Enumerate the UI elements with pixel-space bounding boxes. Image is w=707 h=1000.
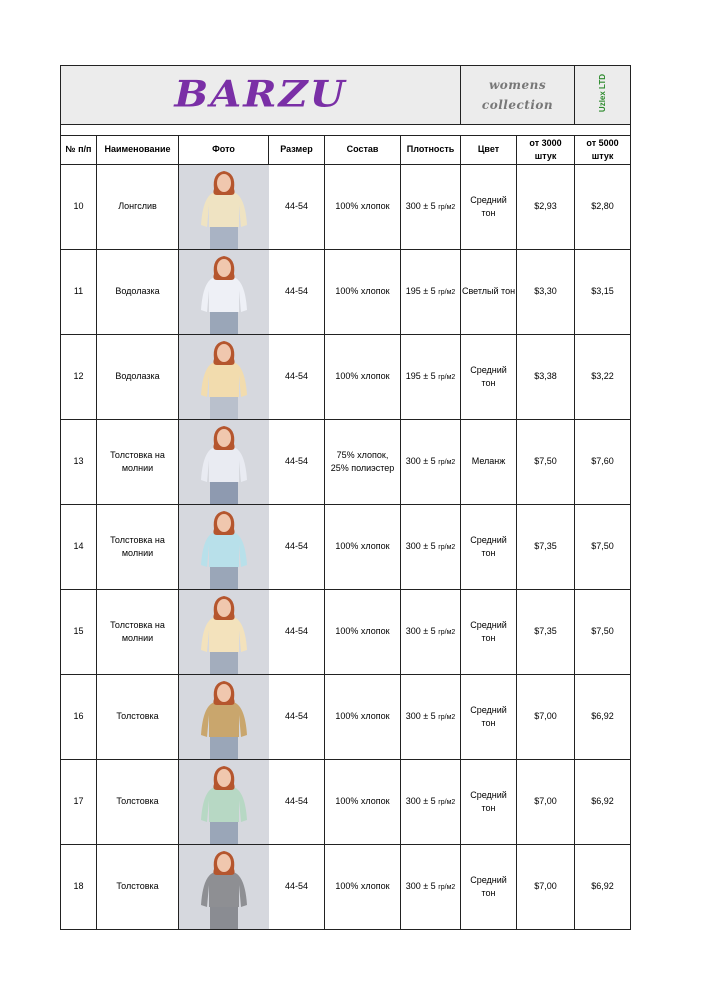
product-name: Лонгслив: [97, 165, 179, 250]
color-cell: Средний тон: [461, 760, 517, 845]
size-cell: 44-54: [269, 590, 325, 675]
composition-cell: 100% хлопок: [325, 250, 401, 335]
product-name: Толстовка: [97, 760, 179, 845]
product-name: Водолазка: [97, 335, 179, 420]
product-photo: [179, 250, 269, 335]
composition-cell: 100% хлопок: [325, 335, 401, 420]
price-5000-cell: $7,60: [575, 420, 631, 505]
table-row: [61, 675, 631, 760]
composition-cell: 100% хлопок: [325, 165, 401, 250]
color-cell: Средний тон: [461, 845, 517, 930]
table-row: [61, 845, 631, 930]
price-3000-cell: $7,00: [517, 675, 575, 760]
product-photo: [179, 505, 269, 590]
color-cell: Средний тон: [461, 505, 517, 590]
row-num: 16: [61, 675, 97, 760]
product-photo: [179, 760, 269, 845]
collection-title: womens collection: [481, 77, 554, 112]
size-cell: 44-54: [269, 505, 325, 590]
row-num: 17: [61, 760, 97, 845]
column-header-row: [61, 136, 631, 165]
density-cell: 300 ± 5 гр/м2: [401, 590, 461, 675]
col-photo: Фото: [179, 136, 269, 165]
price-5000-cell: $7,50: [575, 590, 631, 675]
model-photo: [179, 760, 269, 844]
table-row: [61, 335, 631, 420]
price-5000-cell: $2,80: [575, 165, 631, 250]
color-cell: Меланж: [461, 420, 517, 505]
price-3000-cell: $7,00: [517, 760, 575, 845]
price-3000-cell: $2,93: [517, 165, 575, 250]
table-row: [61, 760, 631, 845]
table-row: [61, 165, 631, 250]
composition-cell: 100% хлопок: [325, 675, 401, 760]
model-photo: [179, 250, 269, 334]
header-row: [61, 66, 631, 125]
product-photo: [179, 165, 269, 250]
row-num: 13: [61, 420, 97, 505]
row-num: 10: [61, 165, 97, 250]
color-cell: Средний тон: [461, 675, 517, 760]
size-cell: 44-54: [269, 845, 325, 930]
size-cell: 44-54: [269, 420, 325, 505]
color-cell: Светлый тон: [461, 250, 517, 335]
col-size: Размер: [269, 136, 325, 165]
company-cell: [575, 66, 631, 125]
price-table: [60, 65, 631, 930]
table-row: [61, 590, 631, 675]
product-rows: [61, 165, 631, 930]
product-name: Толстовка: [97, 845, 179, 930]
color-cell: Средний тон: [461, 590, 517, 675]
price-5000-cell: $6,92: [575, 675, 631, 760]
price-3000-cell: $7,00: [517, 845, 575, 930]
price-list-sheet: [60, 65, 630, 930]
col-num: № п/п: [61, 136, 97, 165]
color-cell: Средний тон: [461, 335, 517, 420]
col-composition: Состав: [325, 136, 401, 165]
logo-cell: [61, 66, 461, 125]
table-row: [61, 420, 631, 505]
price-5000-cell: $6,92: [575, 760, 631, 845]
price-5000-cell: $7,50: [575, 505, 631, 590]
model-photo: [179, 675, 269, 759]
composition-cell: 100% хлопок: [325, 505, 401, 590]
density-cell: 300 ± 5 гр/м2: [401, 675, 461, 760]
product-name: Толстовка на молнии: [97, 420, 179, 505]
model-photo: [179, 590, 269, 674]
model-photo: [179, 505, 269, 589]
price-3000-cell: $7,35: [517, 505, 575, 590]
size-cell: 44-54: [269, 335, 325, 420]
product-photo: [179, 335, 269, 420]
product-photo: [179, 420, 269, 505]
density-cell: 195 ± 5 гр/м2: [401, 335, 461, 420]
model-photo: [179, 335, 269, 419]
col-price-3000: от 3000 штук: [517, 136, 575, 165]
density-cell: 300 ± 5 гр/м2: [401, 505, 461, 590]
composition-cell: 100% хлопок: [325, 845, 401, 930]
col-price-5000: от 5000 штук: [575, 136, 631, 165]
col-name: Наименование: [97, 136, 179, 165]
product-photo: [179, 590, 269, 675]
product-name: Водолазка: [97, 250, 179, 335]
col-density: Плотность: [401, 136, 461, 165]
price-5000-cell: $3,15: [575, 250, 631, 335]
price-3000-cell: $7,35: [517, 590, 575, 675]
model-photo: [179, 165, 269, 249]
product-name: Толстовка на молнии: [97, 590, 179, 675]
price-5000-cell: $6,92: [575, 845, 631, 930]
row-num: 12: [61, 335, 97, 420]
size-cell: 44-54: [269, 165, 325, 250]
composition-cell: 75% хлопок, 25% полиэстер: [325, 420, 401, 505]
price-3000-cell: $3,38: [517, 335, 575, 420]
row-num: 14: [61, 505, 97, 590]
table-row: [61, 250, 631, 335]
row-num: 15: [61, 590, 97, 675]
collection-cell: [461, 66, 575, 125]
product-name: Толстовка на молнии: [97, 505, 179, 590]
company-name: Uzlex LTD: [597, 73, 607, 113]
product-name: Толстовка: [97, 675, 179, 760]
brand-logo: BARZU: [174, 73, 347, 116]
composition-cell: 100% хлопок: [325, 590, 401, 675]
price-3000-cell: $3,30: [517, 250, 575, 335]
row-num: 11: [61, 250, 97, 335]
row-num: 18: [61, 845, 97, 930]
density-cell: 300 ± 5 гр/м2: [401, 845, 461, 930]
density-cell: 300 ± 5 гр/м2: [401, 420, 461, 505]
product-photo: [179, 845, 269, 930]
density-cell: 300 ± 5 гр/м2: [401, 165, 461, 250]
density-cell: 195 ± 5 гр/м2: [401, 250, 461, 335]
price-5000-cell: $3,22: [575, 335, 631, 420]
size-cell: 44-54: [269, 760, 325, 845]
col-color: Цвет: [461, 136, 517, 165]
spacer-row: [61, 125, 631, 136]
density-cell: 300 ± 5 гр/м2: [401, 760, 461, 845]
model-photo: [179, 420, 269, 504]
table-row: [61, 505, 631, 590]
size-cell: 44-54: [269, 250, 325, 335]
size-cell: 44-54: [269, 675, 325, 760]
price-3000-cell: $7,50: [517, 420, 575, 505]
color-cell: Средний тон: [461, 165, 517, 250]
product-photo: [179, 675, 269, 760]
model-photo: [179, 845, 269, 929]
composition-cell: 100% хлопок: [325, 760, 401, 845]
